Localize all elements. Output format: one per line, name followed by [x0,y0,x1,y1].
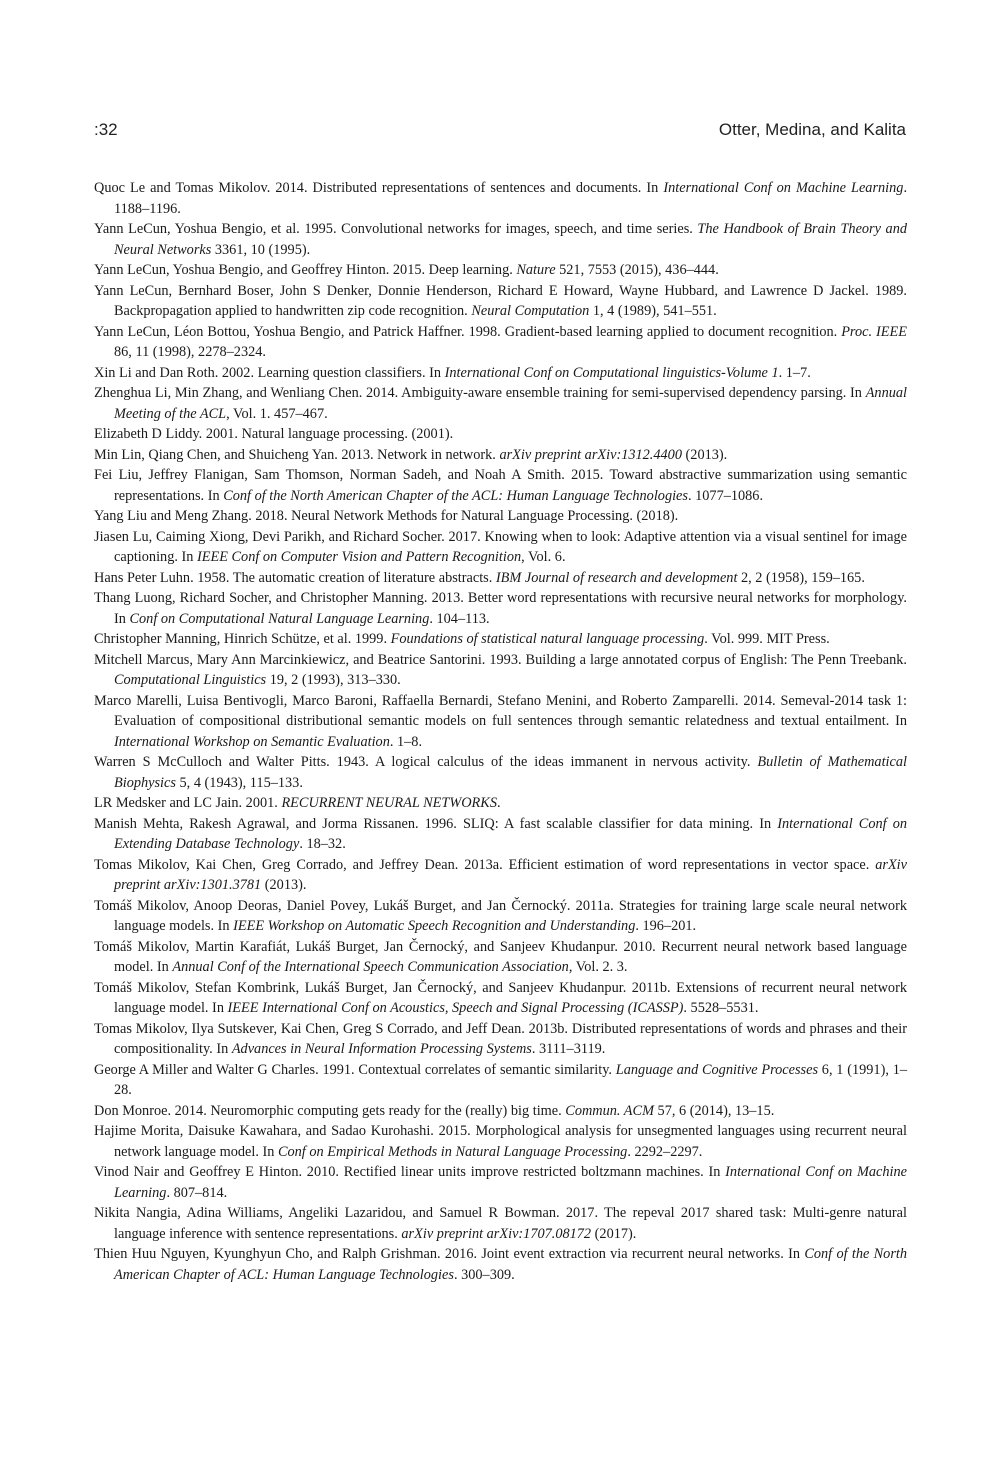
reference-text: Tomáš Mikolov, Stefan Kombrink, Lukáš Burget, Jan Černocký, and Sanjeev Khudanpur. 2011b. Extensions of recurrent neural network language model. In [94,979,907,1016]
reference-details: . 18–32. [299,836,346,852]
reference-text: Tomas Mikolov, Kai Chen, Greg Corrado, and Jeffrey Dean. 2013a. Efficient estimation of word representations in vector space. [94,856,876,873]
reference-details: . 5528–5531. [683,1000,759,1016]
reference-venue: Language and Cognitive Processes [615,1061,819,1078]
reference-details: . 1188–1196. [114,180,908,217]
reference-text: Manish Mehta, Rakesh Agrawal, and Jorma Rissanen. 1996. SLIQ: A fast scalable classifier for data mining. In [94,815,778,832]
reference-venue: Bulletin of Mathematical Biophysics [114,754,907,791]
reference-details: 57, 6 (2014), 13–15. [653,1102,775,1119]
reference-text: Elizabeth D Liddy. 2001. Natural language processing. (2001). [94,426,454,442]
reference-details: . [496,795,501,811]
reference-entry [94,793,907,814]
reference-text: Yann LeCun, Léon Bottou, Yoshua Bengio, and Patrick Haffner. 1998. Gradient-based learning applied to document recognition. [94,323,842,340]
reference-venue: Neural Computation [471,303,590,319]
reference-entry [94,896,907,937]
reference-entry [94,506,907,527]
reference-entry [94,752,907,793]
reference-details: 3361, 10 (1995). [211,241,311,258]
reference-entry [94,527,907,568]
reference-text: Min Lin, Qiang Chen, and Shuicheng Yan. 2013. Network in network. [94,446,500,463]
reference-entry [94,1121,907,1162]
reference-entry [94,363,907,384]
reference-text: Fei Liu, Jeffrey Flanigan, Sam Thomson, Norman Sadeh, and Noah A Smith. 2015. Toward abstractive summarization using semantic representations. In [94,467,907,504]
reference-entry [94,1244,907,1285]
reference-details: . 300–309. [453,1266,515,1283]
reference-text: Tomáš Mikolov, Martin Karafiát, Lukáš Burget, Jan Černocký, and Sanjeev Khudanpur. 2010. Recurrent neural network based language model. In [94,938,907,975]
reference-venue: IEEE International Conf on Acoustics, Speech and Signal Processing (ICASSP) [227,1000,684,1016]
reference-entry [94,445,907,466]
reference-venue: Foundations of statistical natural language processing [390,631,705,647]
reference-text: Don Monroe. 2014. Neuromorphic computing gets ready for the (really) big time. [94,1102,566,1119]
reference-details: . Vol. 999. MIT Press. [704,631,830,647]
reference-entry [94,691,907,753]
reference-text: Tomáš Mikolov, Anoop Deoras, Daniel Povey, Lukáš Burget, and Jan Černocký. 2011a. Strategies for training large scale neural network language models. In [94,897,907,934]
reference-entry [94,1060,907,1101]
reference-venue: arXiv preprint arXiv:1707.08172 [401,1225,592,1242]
reference-entry [94,465,907,506]
reference-entry [94,1203,907,1244]
reference-text: Mitchell Marcus, Mary Ann Marcinkiewicz, and Beatrice Santorini. 1993. Building a large annotated corpus of English: The Penn Treebank. [94,651,907,668]
reference-venue: Conf on Computational Natural Language Learning [129,610,430,627]
reference-venue: Computational Linguistics [114,672,267,688]
reference-venue: IBM Journal of research and development [495,569,738,586]
reference-text: Zhenghua Li, Min Zhang, and Wenliang Chen. 2014. Ambiguity-aware ensemble training for semi-supervised dependency parsing. In [94,385,866,401]
reference-text: Hans Peter Luhn. 1958. The automatic creation of literature abstracts. [94,569,496,586]
reference-entry [94,260,907,281]
reference-entry [94,281,907,322]
reference-details: . 807–814. [166,1184,228,1201]
reference-venue: Conf of the North American Chapter of ACL: Human Language Technologies [114,1246,908,1283]
reference-text: Thien Huu Nguyen, Kyunghyun Cho, and Ralph Grishman. 2016. Joint event extraction via recurrent neural networks. In [94,1246,805,1262]
reference-details: . 1–8. [389,733,423,750]
reference-details: . 104–113. [429,610,490,627]
reference-text: Christopher Manning, Hinrich Schütze, et al. 1999. [94,631,391,647]
reference-venue: International Conf on Computational linguistics-Volume 1 [444,364,779,381]
reference-text: Warren S McCulloch and Walter Pitts. 1943. A logical calculus of the ideas immanent in nervous activity. [94,754,758,770]
reference-text: Hajime Morita, Daisuke Kawahara, and Sadao Kurohashi. 2015. Morphological analysis for unsegmented languages using recurrent neural network language model. In [94,1123,907,1160]
reference-venue: International Conf on Machine Learning [114,1164,908,1201]
reference-entry [94,1101,907,1122]
reference-details: 2, 2 (1958), 159–165. [737,569,865,586]
reference-venue: Annual Meeting of the ACL [114,385,907,422]
reference-text: Jiasen Lu, Caiming Xiong, Devi Parikh, and Richard Socher. 2017. Knowing when to look: Adaptive attention via a visual sentinel for image captioning. In [94,528,907,565]
reference-details: . 3111–3119. [531,1041,606,1057]
reference-text: LR Medsker and LC Jain. 2001. [94,795,282,811]
reference-venue: arXiv preprint arXiv:1312.4400 [499,446,682,463]
reference-details: 19, 2 (1993), 313–330. [266,672,401,688]
reference-details: , Vol. 6. [521,549,566,565]
reference-venue: Nature [516,262,556,278]
reference-details: 86, 11 (1998), 2278–2324. [114,344,266,360]
reference-venue: The Handbook of Brain Theory and Neural Networks [114,221,908,258]
reference-venue: IEEE Workshop on Automatic Speech Recognition and Understanding [233,918,636,934]
reference-text: Yang Liu and Meng Zhang. 2018. Neural Network Methods for Natural Language Processing. (2018). [94,508,679,524]
reference-details: 1, 4 (1989), 541–551. [589,303,717,319]
reference-entry [94,1162,907,1203]
reference-entry [94,937,907,978]
reference-details: . 1077–1086. [687,487,764,504]
reference-venue: RECURRENT NEURAL NETWORKS [281,795,497,811]
reference-venue: Annual Conf of the International Speech Communication Association [172,959,569,975]
reference-text: Tomas Mikolov, Ilya Sutskever, Kai Chen, Greg S Corrado, and Jeff Dean. 2013b. Distributed representations of words and phrases and their compositionality. In [94,1020,907,1057]
reference-venue: International Workshop on Semantic Evaluation [114,733,390,750]
reference-details: . 1–7. [778,364,811,381]
reference-details: . 196–201. [635,918,697,934]
reference-details: (2013). [261,877,307,893]
reference-details: (2017). [591,1225,637,1242]
reference-venue: International Conf on Extending Database Technology [114,815,907,852]
reference-text: Yann LeCun, Bernhard Boser, John S Denker, Donnie Henderson, Richard E Howard, Wayne Hubbard, and Lawrence D Jackel. 1989. Backpropagation applied to handwritten zip code recognition. [94,282,907,319]
reference-details: . 2292–2297. [627,1143,703,1160]
reference-entry [94,629,907,650]
reference-venue: Commun. ACM [565,1102,654,1119]
reference-entry [94,178,907,219]
reference-entry [94,855,907,896]
reference-text: Yann LeCun, Yoshua Bengio, et al. 1995. Convolutional networks for images, speech, and time series. [94,221,698,237]
reference-text: Nikita Nangia, Adina Williams, Angeliki Lazaridou, and Samuel R Bowman. 2017. The repeval 2017 shared task: Multi-genre natural language inference with sentence representations. [94,1205,907,1242]
reference-details: , Vol. 2. 3. [568,959,628,975]
reference-text: Vinod Nair and Geoffrey E Hinton. 2010. Rectified linear units improve restricted boltzmann machines. In [94,1164,726,1180]
page-number: :32 [94,120,118,139]
running-head-authors: Otter, Medina, and Kalita [718,120,906,139]
reference-entry [94,814,907,855]
reference-text: George A Miller and Walter G Charles. 1991. Contextual correlates of semantic similarity. [94,1061,616,1078]
reference-venue: Proc. IEEE [841,323,907,340]
reference-details: 6, 1 (1991), 1–28. [114,1061,907,1098]
reference-entry [94,219,907,260]
reference-entry [94,424,907,445]
reference-venue: Advances in Neural Information Processing Systems [231,1041,532,1057]
reference-text: Marco Marelli, Luisa Bentivogli, Marco Baroni, Raffaella Bernardi, Stefano Menini, and Roberto Zamparelli. 2014. Semeval-2014 task 1: Evaluation of compositional distributional semantic models on full sentences through semantic relatedness and textual entailment. In [94,692,907,729]
reference-details: 521, 7553 (2015), 436–444. [555,262,719,278]
reference-text: Thang Luong, Richard Socher, and Christopher Manning. 2013. Better word representations with recursive neural networks for morphology. In [94,590,907,627]
reference-text: Quoc Le and Tomas Mikolov. 2014. Distributed representations of sentences and documents. In [94,180,664,196]
reference-entry [94,588,907,629]
reference-venue: Conf on Empirical Methods in Natural Language Processing [277,1143,628,1160]
reference-text: Yann LeCun, Yoshua Bengio, and Geoffrey Hinton. 2015. Deep learning. [94,262,517,278]
reference-venue: arXiv preprint arXiv:1301.3781 [114,856,907,893]
reference-entry [94,383,907,424]
page-header [94,120,906,144]
reference-venue: Conf of the North American Chapter of the ACL: Human Language Technologies [223,487,688,504]
reference-entry [94,322,907,363]
reference-entry [94,650,907,691]
reference-text: Xin Li and Dan Roth. 2002. Learning question classifiers. In [94,364,445,381]
reference-venue: IEEE Conf on Computer Vision and Pattern Recognition [196,549,522,565]
reference-venue: International Conf on Machine Learning [663,180,904,196]
reference-details: (2013). [681,446,728,463]
reference-details: 5, 4 (1943), 115–133. [175,774,303,791]
reference-entry [94,978,907,1019]
reference-details: , Vol. 1. 457–467. [226,405,328,422]
reference-entry [94,1019,907,1060]
reference-entry [94,568,907,589]
reference-list [94,178,907,1285]
